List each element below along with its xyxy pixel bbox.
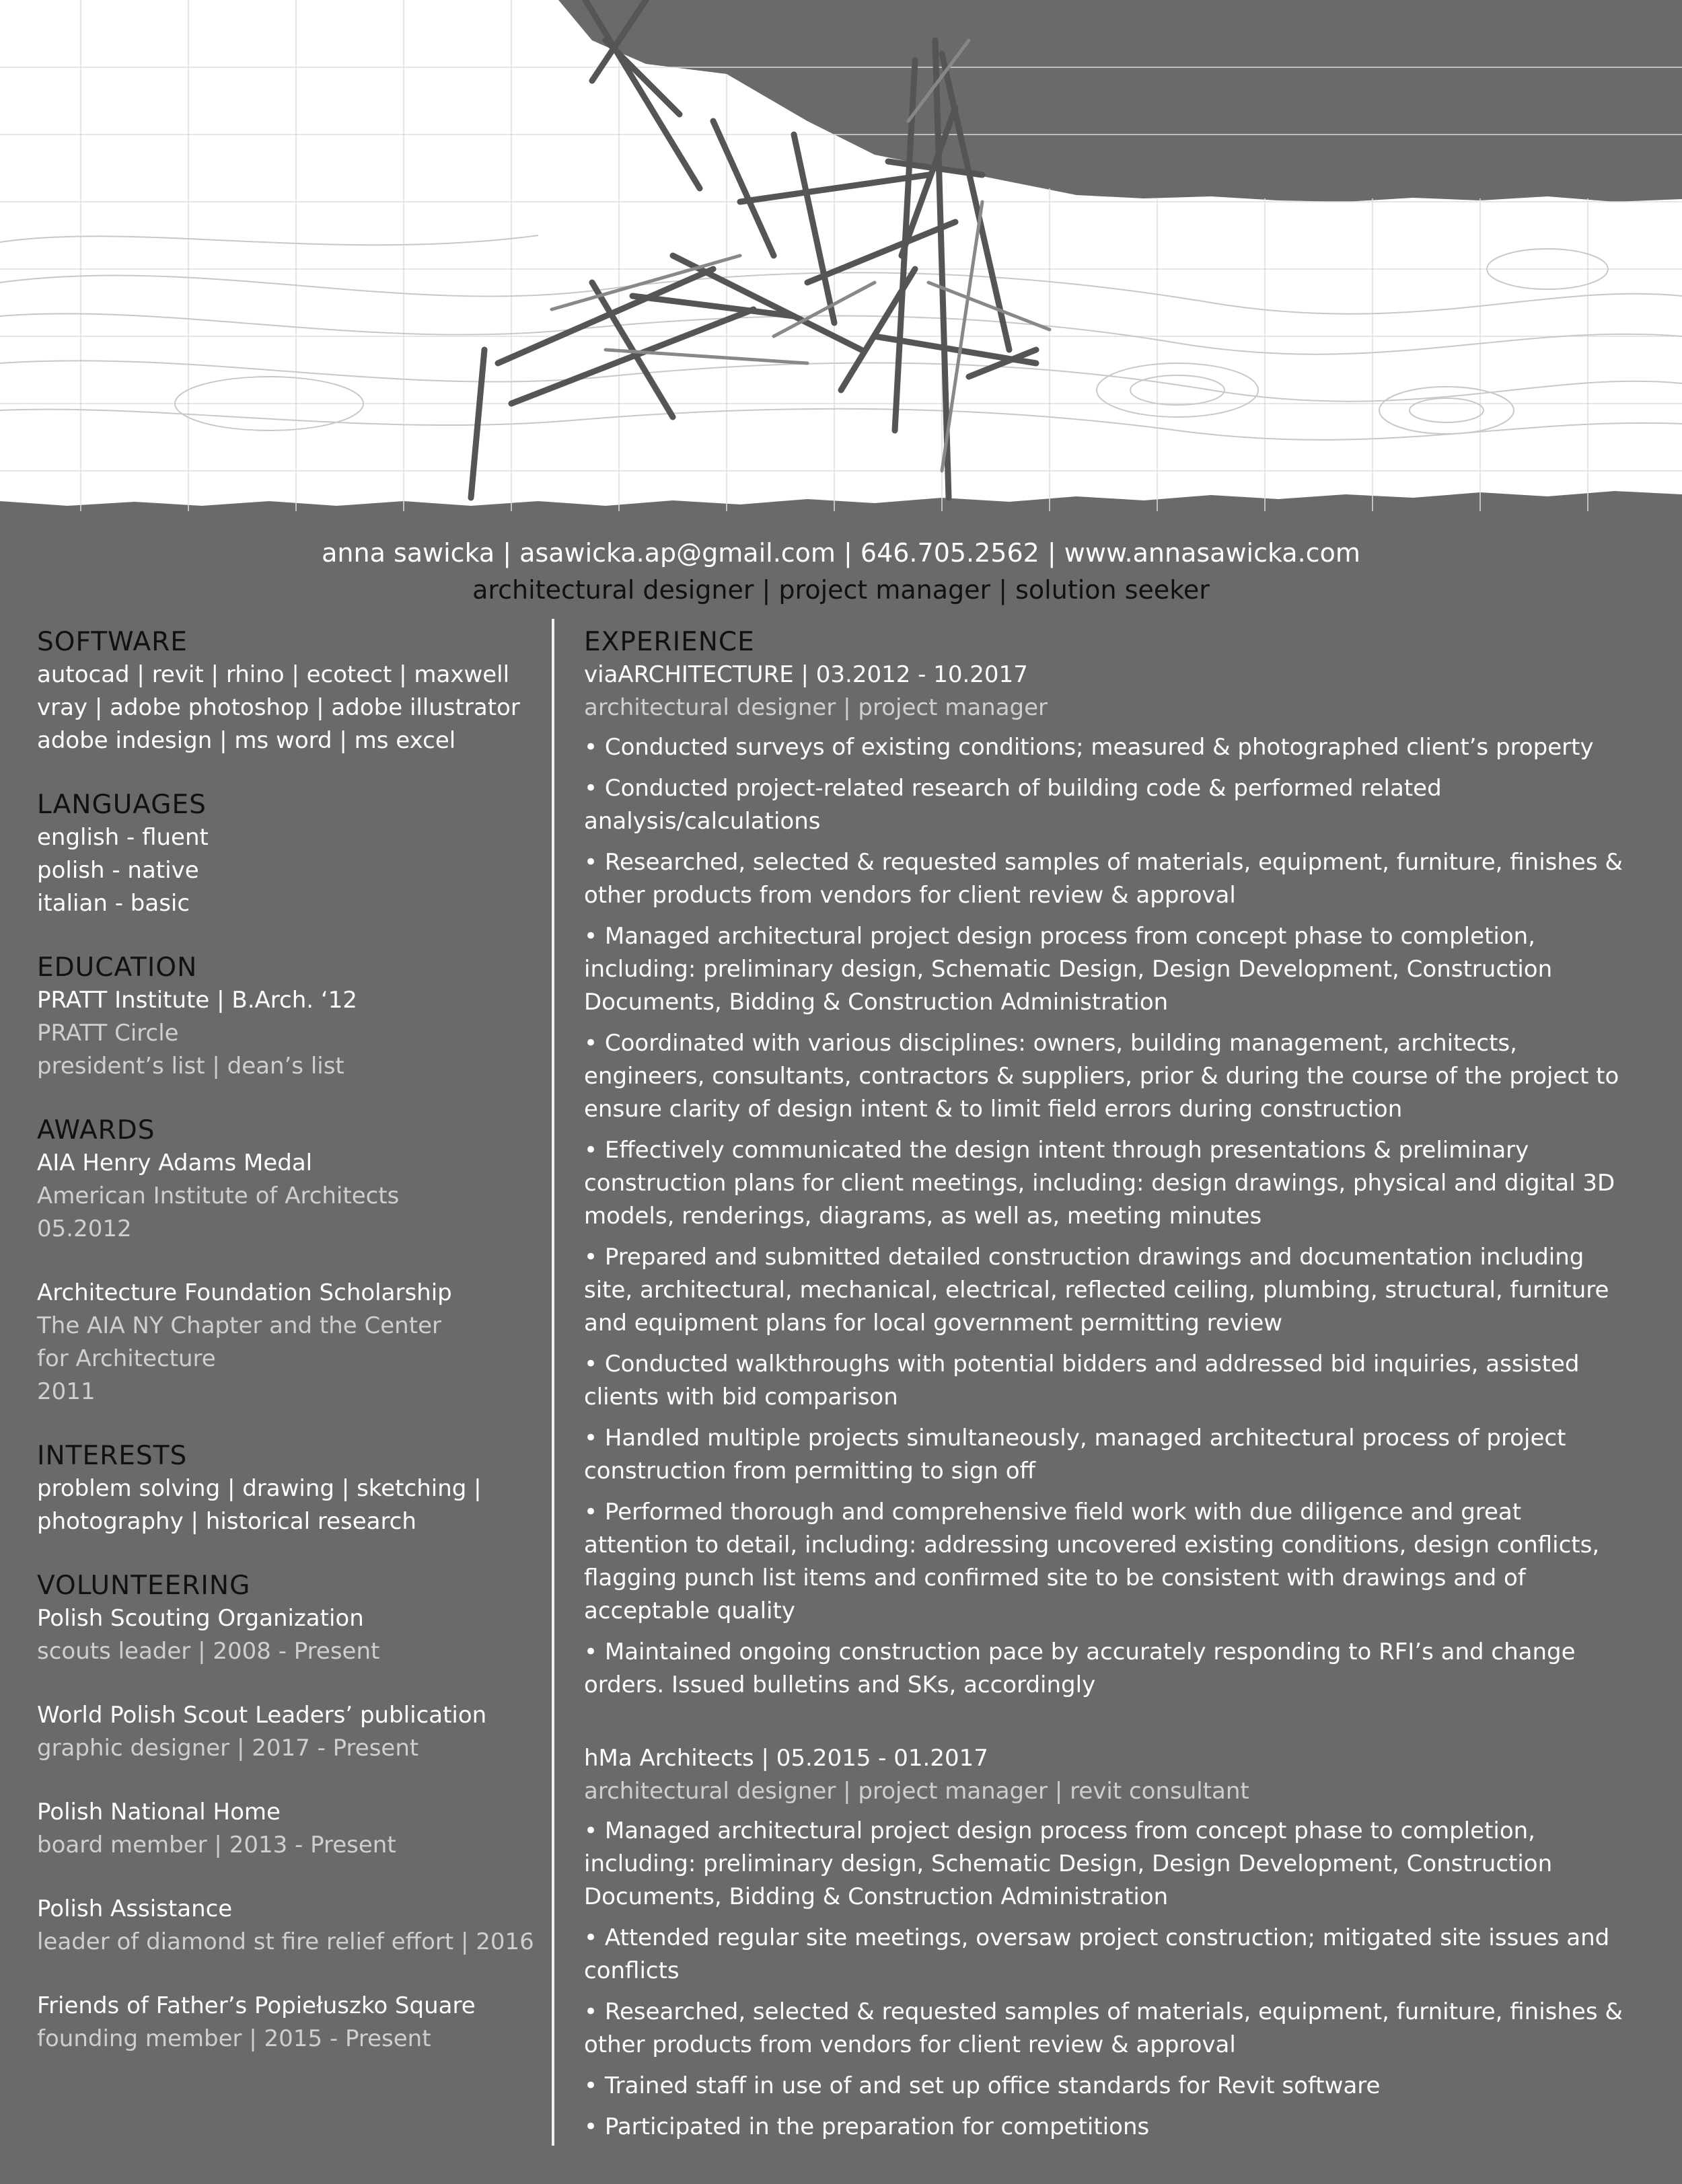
section-heading: VOLUNTEERING xyxy=(37,1571,251,1601)
volunteer-org: Polish National Home xyxy=(37,1799,281,1825)
software-line: adobe indesign | ms word | ms excel xyxy=(37,727,456,754)
interests-line: problem solving | drawing | sketching | xyxy=(37,1475,482,1502)
award-org: American Institute of Architects xyxy=(37,1182,400,1209)
section-heading: SOFTWARE xyxy=(37,627,188,657)
volunteer-item xyxy=(37,1699,535,1765)
volunteer-role: scouts leader | 2008 - Present xyxy=(37,1638,380,1665)
job-bullet: • Effectively communicated the design intent through presentations & preliminary construction plans for client meetings, including: design drawings, physical and digital 3D models, renderings, diagrams, as well as, meeting minutes xyxy=(584,1137,1615,1230)
contact-line: anna sawicka | asawicka.ap@gmail.com | 646.705.2562 | www.annasawicka.com xyxy=(322,538,1360,568)
software-line: vray | adobe photoshop | adobe illustrator xyxy=(37,694,520,721)
experience-section xyxy=(584,626,1623,2184)
job-bullet: • Participated in the preparation for competitions xyxy=(584,2113,1150,2140)
interests-line: photography | historical research xyxy=(37,1508,416,1535)
education-school: PRATT Institute | B.Arch. ‘12 xyxy=(37,987,357,1014)
volunteer-item xyxy=(37,1602,535,1668)
job-bullet: • Coordinated with various disciplines: owners, building management, architects, engineers, consultants, contractors & suppliers, prior & during the course of the project to ensure clarity of design intent & to limit field errors during construction xyxy=(584,1030,1619,1123)
awards-section xyxy=(37,1114,535,1408)
award-item xyxy=(37,1147,535,1246)
volunteer-org: Polish Assistance xyxy=(37,1895,233,1922)
volunteer-role: graphic designer | 2017 - Present xyxy=(37,1735,419,1762)
volunteer-role: founding member | 2015 - Present xyxy=(37,2025,431,2052)
volunteer-item xyxy=(37,1990,535,2056)
job-bullet: • Researched, selected & requested samples of materials, equipment, furniture, finishes & other products from vendors for client review & approval xyxy=(584,1998,1623,2058)
language-line: polish - native xyxy=(37,857,199,884)
award-year: 2011 xyxy=(37,1378,96,1405)
language-line: italian - basic xyxy=(37,890,190,917)
software-section xyxy=(37,626,535,757)
job-bullet: • Trained staff in use of and set up office standards for Revit software xyxy=(584,2072,1381,2099)
sidebar xyxy=(37,626,535,2086)
job-bullet: • Performed thorough and comprehensive field work with due diligence and great attention to detail, including: addressing uncovered existing conditions, design conflicts, flagging punch list items and confirmed site to be consistent with drawings and of acceptable quality xyxy=(584,1499,1600,1624)
award-year: 05.2012 xyxy=(37,1215,132,1242)
job-bullet: • Researched, selected & requested samples of materials, equipment, furniture, finishes & other products from vendors for client review & approval xyxy=(584,849,1623,909)
award-item xyxy=(37,1277,535,1408)
section-heading: EXPERIENCE xyxy=(584,627,755,657)
award-org: for Architecture xyxy=(37,1345,216,1372)
job-title: hMa Architects | 05.2015 - 01.2017 xyxy=(584,1745,988,1772)
interests-section xyxy=(37,1439,535,1538)
software-line: autocad | revit | rhino | ecotect | maxwell xyxy=(37,661,510,688)
education-honor: president’s list | dean’s list xyxy=(37,1053,344,1080)
volunteer-item xyxy=(37,1796,535,1862)
job-title: viaARCHITECTURE | 03.2012 - 10.2017 xyxy=(584,661,1028,688)
job-bullet: • Conducted walkthroughs with potential bidders and addressed bid inquiries, assisted clients with bid comparison xyxy=(584,1351,1580,1410)
job-role: architectural designer | project manager | revit consultant xyxy=(584,1778,1249,1805)
award-name: Architecture Foundation Scholarship xyxy=(37,1279,452,1306)
job-bullet: • Prepared and submitted detailed construction drawings and documentation including site, architectural, mechanical, electrical, reflected ceiling, plumbing, structural, furniture and equipment plans for local government permitting review xyxy=(584,1244,1609,1336)
languages-section xyxy=(37,788,535,920)
award-org: The AIA NY Chapter and the Center xyxy=(37,1312,441,1339)
job-bullet: • Conducted project-related research of building code & performed related analysis/calculations xyxy=(584,775,1442,835)
volunteer-role: leader of diamond st fire relief effort | 2016 xyxy=(37,1928,534,1955)
section-heading: LANGUAGES xyxy=(37,790,207,820)
job-entry xyxy=(584,1742,1623,2144)
language-line: english - fluent xyxy=(37,824,209,851)
education-section xyxy=(37,951,535,1083)
section-heading: EDUCATION xyxy=(37,952,198,983)
job-role: architectural designer | project manager xyxy=(584,694,1048,721)
volunteer-org: Friends of Father’s Popiełuszko Square xyxy=(37,1992,476,2019)
job-entry xyxy=(584,658,1623,1702)
column-divider xyxy=(552,619,554,2146)
tagline: architectural designer | project manager | solution seeker xyxy=(472,575,1210,605)
award-name: AIA Henry Adams Medal xyxy=(37,1150,313,1176)
volunteer-item xyxy=(37,1893,535,1959)
job-bullet: • Maintained ongoing construction pace by accurately responding to RFI’s and change orders. Issued bulletins and SKs, accordingly xyxy=(584,1639,1576,1698)
section-heading: INTERESTS xyxy=(37,1441,188,1471)
hero-sketch-image xyxy=(0,0,1682,525)
volunteer-org: World Polish Scout Leaders’ publication xyxy=(37,1702,487,1729)
volunteer-role: board member | 2013 - Present xyxy=(37,1832,396,1858)
section-heading: AWARDS xyxy=(37,1115,155,1145)
job-bullet: • Conducted surveys of existing conditions; measured & photographed client’s property xyxy=(584,734,1594,761)
volunteer-org: Polish Scouting Organization xyxy=(37,1605,364,1632)
volunteering-section xyxy=(37,1569,535,2056)
job-bullet: • Attended regular site meetings, oversaw project construction; mitigated site issues and conflicts xyxy=(584,1924,1610,1984)
job-bullet: • Managed architectural project design process from concept phase to completion, including: preliminary design, Schematic Design, Design Development, Construction Documents, Bidding & Construction Administration xyxy=(584,923,1553,1016)
job-bullet: • Managed architectural project design process from concept phase to completion, including: preliminary design, Schematic Design, Design Development, Construction Documents, Bidding & Construction Administration xyxy=(584,1817,1553,1910)
education-honor: PRATT Circle xyxy=(37,1020,179,1047)
job-bullet: • Handled multiple projects simultaneously, managed architectural process of project construction from permitting to sign off xyxy=(584,1425,1566,1484)
